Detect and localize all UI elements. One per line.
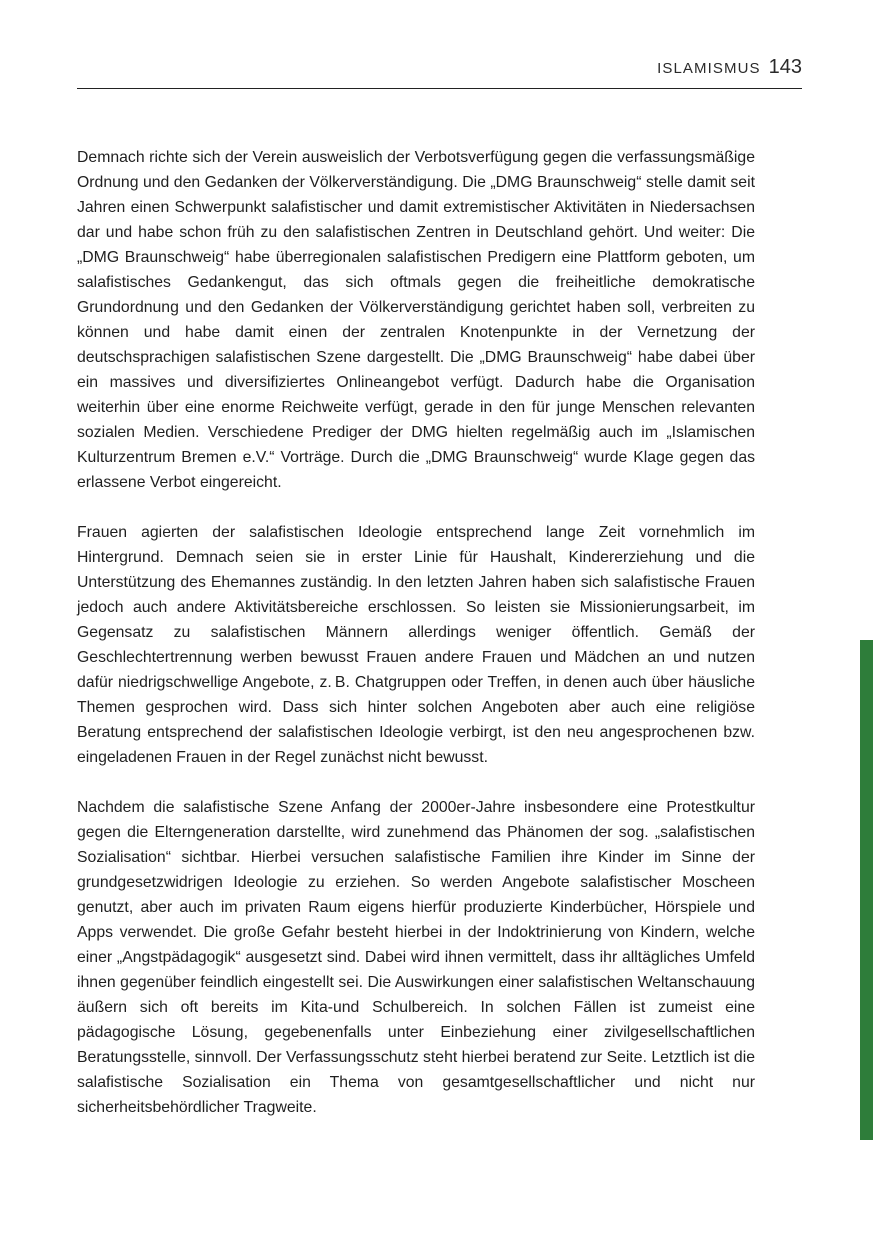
paragraph: Nachdem die salafistische Szene Anfang der 2000er-Jahre insbesondere eine Protestkultur gegen die Elterngeneration darstellte, wird zunehmend das Phänomen der sog. „salafistischen Sozialisation“ sichtbar. Hierbei versuchen salafistische Familien ihre Kinder im Sinne der grundgesetzwidrigen Ideologie zu erziehen. So werden Angebote salafistischer Moscheen genutzt, aber auch im privaten Raum eigens hierfür produzierte Kinderbücher, Hörspiele und Apps verwendet. Die große Gefahr besteht hierbei in der Indoktrinierung von Kindern, welche einer „Angstpädagogik“ ausgesetzt sind. Dabei wird ihnen vermittelt, dass ihr alltägliches Umfeld ihnen gegenüber feindlich eingestellt sei. Die Auswirkungen einer salafistischen Weltanschauung äußern sich oft bereits im Kita-und Schulbereich. In solchen Fällen ist zumeist eine pädagogische Lösung, gegebenenfalls unter Einbeziehung einer zivilgesellschaftlichen Beratungsstelle, sinnvoll. Der Verfassungsschutz steht hierbei beratend zur Seite. Letztlich ist die salafistische Sozialisation ein Thema von gesamtgesellschaftlicher und nicht nur sicherheitsbehördlicher Tragweite. [77,799,755,1116]
chapter-side-tab [860,640,873,1140]
paragraph: Frauen agierten der salafistischen Ideologie entsprechend lange Zeit vornehmlich im Hintergrund. Demnach seien sie in erster Linie für Haushalt, Kindererziehung und die Unterstützung des Ehemannes zuständig. In den letzten Jahren haben sich salafistische Frauen jedoch auch andere Aktivitätsbereiche erschlossen. So leisten sie Missionierungsarbeit, im Gegensatz zu salafistischen Männern allerdings weniger öffentlich. Gemäß der Geschlechtertrennung werben bewusst Frauen andere Frauen und Mädchen an und nutzen dafür niedrigschwellige Angebote, z. B. Chatgruppen oder Treffen, in denen auch über häusliche Themen gesprochen wird. Dass sich hinter solchen Angeboten aber auch eine religiöse Beratung entsprechend der salafistischen Ideologie verbirgt, ist den neu angesprochenen bzw. eingeladenen Frauen in der Regel zunächst nicht bewusst. [77,524,755,766]
running-head-title: ISLAMISMUS [657,60,761,77]
body-text [77,145,755,1145]
page-header [77,56,802,89]
page-number: 143 [768,56,802,78]
paragraph: Demnach richte sich der Verein ausweislich der Verbotsverfügung gegen die verfassungsmäßige Ordnung und den Gedanken der Völkerverständigung. Die „DMG Braunschweig“ stelle damit seit Jahren einen Schwerpunkt salafistischer und damit extremistischer Aktivitäten in Niedersachsen dar und habe schon früh zu den salafistischen Zentren in Deutschland gehört. Und weiter: Die „DMG Braunschweig“ habe überregionalen salafistischen Predigern eine Plattform geboten, um salafistisches Gedankengut, das sich oftmals gegen die freiheitliche demokratische Grundordnung und den Gedanken der Völkerverständigung gerichtet haben soll, verbreiten zu können und habe damit einen der zentralen Knotenpunkte in der Vernetzung der deutschsprachigen salafistischen Szene dargestellt. Die „DMG Braunschweig“ habe dabei über ein massives und diversifiziertes Onlineangebot verfügt. Dadurch habe die Organisation weiterhin über eine enorme Reichweite verfügt, gerade in den für junge Menschen relevanten sozialen Medien. Verschiedene Prediger der DMG hielten regelmäßig auch im „Islamischen Kulturzentrum Bremen e.V.“ Vorträge. Durch die „DMG Braunschweig“ wurde Klage gegen das erlassene Verbot eingereicht. [77,149,755,491]
